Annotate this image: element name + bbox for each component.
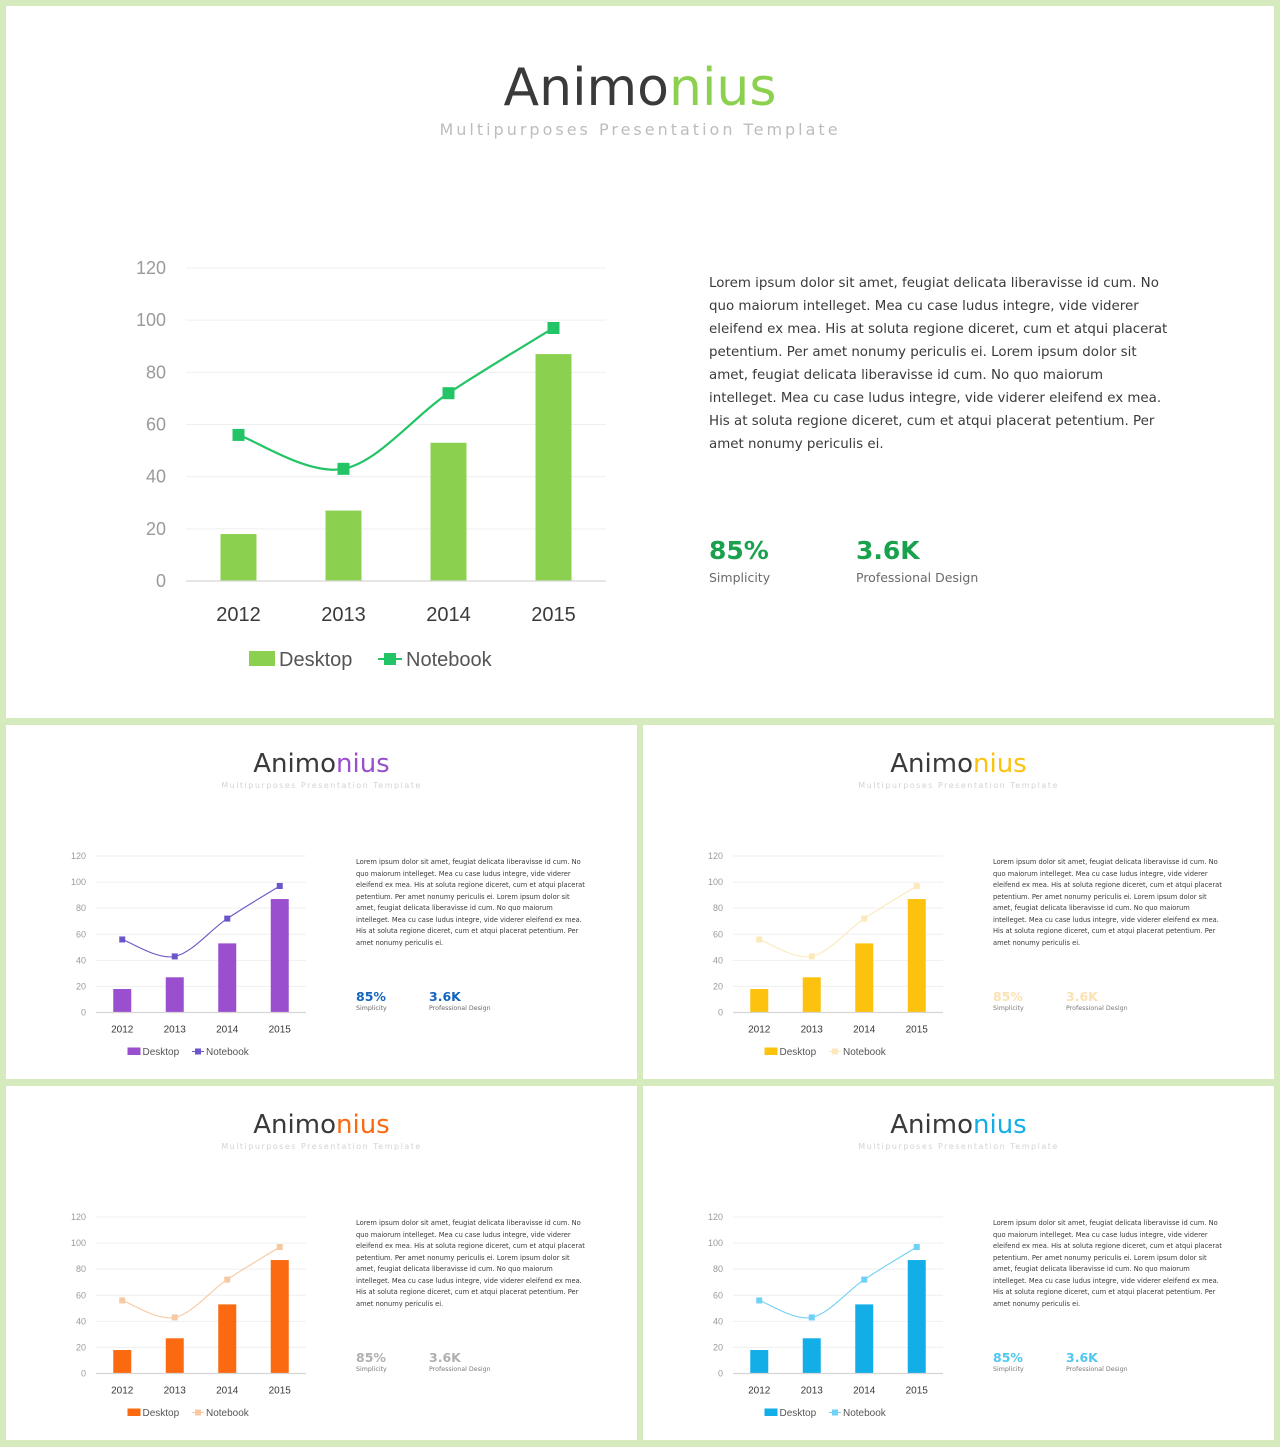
page-title	[643, 1110, 1274, 1140]
stat-2	[429, 989, 491, 1012]
page-title	[6, 1110, 637, 1140]
legend-label-desktop: Desktop	[142, 1408, 180, 1419]
page-title	[643, 749, 1274, 779]
y-tick-label: 0	[80, 1368, 86, 1379]
stat-value: 3.6K	[1066, 989, 1098, 1004]
y-tick-label: 20	[75, 1342, 86, 1353]
line-point-notebook	[277, 883, 283, 889]
y-tick-label: 40	[75, 955, 86, 966]
stat-1	[356, 1350, 387, 1373]
bar-desktop	[271, 1260, 289, 1373]
chart-svg	[106, 246, 626, 686]
bar-desktop	[113, 989, 131, 1012]
line-point-notebook	[756, 936, 762, 942]
y-tick-label: 100	[70, 877, 86, 888]
chart	[693, 845, 953, 1065]
title-part-2: nius	[669, 58, 777, 118]
chart	[56, 1206, 316, 1426]
y-tick-label: 0	[80, 1007, 86, 1018]
legend-swatch-desktop	[765, 1409, 778, 1417]
title-part-1: Animo	[253, 1110, 336, 1140]
bar-desktop	[218, 1304, 236, 1373]
y-tick-label: 60	[712, 929, 723, 940]
x-tick-label: 2015	[905, 1024, 928, 1036]
title-part-1: Animo	[503, 58, 669, 118]
legend-label-notebook: Notebook	[406, 649, 492, 671]
legend-marker-notebook	[832, 1410, 838, 1416]
bar-desktop	[536, 354, 572, 581]
line-point-notebook	[172, 1314, 178, 1320]
stat-value: 85%	[993, 1350, 1023, 1365]
stat-label: Professional Design	[429, 1005, 491, 1012]
y-tick-label: 20	[145, 518, 166, 539]
bar-desktop	[855, 1304, 873, 1373]
subtitle: Multipurposes Presentation Template	[221, 781, 422, 790]
subtitle: Multipurposes Presentation Template	[221, 1142, 422, 1151]
y-tick-label: 40	[145, 466, 166, 487]
stat-1	[709, 536, 770, 585]
slide-blue	[643, 1086, 1274, 1440]
chart-svg	[56, 1206, 316, 1426]
bar-desktop	[166, 1338, 184, 1373]
legend-swatch-desktop	[128, 1048, 141, 1056]
bar-desktop	[431, 443, 467, 581]
y-tick-label: 40	[712, 1316, 723, 1327]
stat-label: Professional Design	[1066, 1005, 1128, 1012]
line-point-notebook	[119, 936, 125, 942]
stat-1	[993, 1350, 1024, 1373]
line-point-notebook	[338, 463, 350, 475]
x-tick-label: 2012	[216, 604, 261, 626]
y-tick-label: 100	[707, 877, 723, 888]
y-tick-label: 60	[75, 1290, 86, 1301]
line-point-notebook	[914, 1244, 920, 1250]
stat-label: Simplicity	[356, 1366, 387, 1373]
y-tick-label: 60	[712, 1290, 723, 1301]
legend-marker-notebook	[384, 653, 396, 665]
line-notebook	[122, 886, 280, 957]
stat-2	[1066, 1350, 1128, 1373]
line-point-notebook	[233, 429, 245, 441]
stat-value: 85%	[709, 536, 769, 565]
y-tick-label: 60	[145, 414, 166, 435]
y-tick-label: 100	[135, 310, 166, 331]
y-tick-label: 0	[717, 1007, 723, 1018]
bar-desktop	[221, 534, 257, 581]
title-part-1: Animo	[890, 749, 973, 779]
x-tick-label: 2013	[321, 604, 366, 626]
y-tick-label: 120	[135, 258, 166, 278]
y-tick-label: 80	[75, 1264, 86, 1275]
legend-label-desktop: Desktop	[279, 649, 353, 671]
slide-purple	[6, 725, 637, 1079]
x-tick-label: 2012	[748, 1024, 771, 1036]
x-tick-label: 2014	[426, 604, 471, 626]
stat-value: 85%	[356, 1350, 386, 1365]
line-point-notebook	[172, 953, 178, 959]
line-point-notebook	[861, 1277, 867, 1283]
line-notebook	[759, 1247, 917, 1318]
chart	[56, 845, 316, 1065]
stat-value: 3.6K	[856, 536, 920, 565]
title-part-1: Animo	[253, 749, 336, 779]
x-tick-label: 2014	[216, 1024, 239, 1036]
x-tick-label: 2015	[268, 1024, 291, 1036]
bar-desktop	[326, 511, 362, 581]
line-point-notebook	[914, 883, 920, 889]
y-tick-label: 80	[712, 1264, 723, 1275]
line-point-notebook	[756, 1297, 762, 1303]
x-tick-label: 2013	[800, 1024, 823, 1036]
stat-1	[993, 989, 1024, 1012]
body-text: Lorem ipsum dolor sit amet, feugiat delicata liberavisse id cum. No quo maiorum intelleget. Mea cu case ludus integre, vide viderer eleifend ex mea. His at soluta regione diceret, cum et atqui placerat petentium. Per amet nonumy periculis ei. Lorem ipsum dolor sit amet, feugiat delicata liberavisse id cum. No quo maiorum intelleget. Mea cu case ludus integre, vide viderer eleifend ex mea. His at soluta regione diceret, cum et atqui placerat petentium. Per amet nonumy periculis ei.	[356, 858, 585, 947]
stat-value: 3.6K	[429, 989, 461, 1004]
bar-desktop	[855, 943, 873, 1012]
stat-value: 85%	[993, 989, 1023, 1004]
line-point-notebook	[443, 387, 455, 399]
y-tick-label: 120	[70, 1212, 86, 1222]
bar-desktop	[803, 977, 821, 1012]
line-point-notebook	[277, 1244, 283, 1250]
legend-label-desktop: Desktop	[779, 1047, 817, 1058]
bar-desktop	[908, 899, 926, 1012]
y-tick-label: 0	[155, 571, 166, 591]
y-tick-label: 20	[712, 981, 723, 992]
slide-main	[6, 6, 1274, 718]
title-part-2: nius	[973, 749, 1027, 779]
stat-value: 3.6K	[429, 1350, 461, 1365]
stat-1	[356, 989, 387, 1012]
line-notebook	[239, 328, 554, 470]
chart	[693, 1206, 953, 1426]
bar-desktop	[218, 943, 236, 1012]
chart-svg	[56, 845, 316, 1065]
line-notebook	[122, 1247, 280, 1318]
line-point-notebook	[809, 1314, 815, 1320]
page-title	[6, 58, 1274, 118]
line-point-notebook	[809, 953, 815, 959]
line-point-notebook	[548, 322, 560, 334]
body-text: Lorem ipsum dolor sit amet, feugiat delicata liberavisse id cum. No quo maiorum intelleget. Mea cu case ludus integre, vide viderer eleifend ex mea. His at soluta regione diceret, cum et atqui placerat petentium. Per amet nonumy periculis ei. Lorem ipsum dolor sit amet, feugiat delicata liberavisse id cum. No quo maiorum intelleget. Mea cu case ludus integre, vide viderer eleifend ex mea. His at soluta regione diceret, cum et atqui placerat petentium. Per amet nonumy periculis ei.	[993, 858, 1222, 947]
stat-label: Simplicity	[356, 1005, 387, 1012]
legend-label-desktop: Desktop	[779, 1408, 817, 1419]
legend-marker-notebook	[195, 1049, 201, 1055]
y-tick-label: 20	[75, 981, 86, 992]
x-tick-label: 2012	[111, 1024, 134, 1036]
subtitle: Multipurposes Presentation Template	[858, 781, 1059, 790]
legend-label-notebook: Notebook	[206, 1047, 249, 1058]
bar-desktop	[750, 1350, 768, 1373]
y-tick-label: 0	[717, 1368, 723, 1379]
title-part-2: nius	[973, 1110, 1027, 1140]
line-point-notebook	[861, 916, 867, 922]
stat-label: Simplicity	[993, 1366, 1024, 1373]
bar-desktop	[803, 1338, 821, 1373]
stat-value: 3.6K	[1066, 1350, 1098, 1365]
legend-swatch-desktop	[249, 651, 275, 666]
slide-orange	[6, 1086, 637, 1440]
y-tick-label: 120	[70, 851, 86, 861]
body-text: Lorem ipsum dolor sit amet, feugiat delicata liberavisse id cum. No quo maiorum intelleget. Mea cu case ludus integre, vide viderer eleifend ex mea. His at soluta regione diceret, cum et atqui placerat petentium. Per amet nonumy periculis ei. Lorem ipsum dolor sit amet, feugiat delicata liberavisse id cum. No quo maiorum intelleget. Mea cu case ludus integre, vide viderer eleifend ex mea. His at soluta regione diceret, cum et atqui placerat petentium. Per amet nonumy periculis ei.	[356, 1219, 585, 1308]
chart-svg	[693, 845, 953, 1065]
x-tick-label: 2013	[163, 1385, 186, 1397]
stat-2	[1066, 989, 1128, 1012]
slide-yellow	[643, 725, 1274, 1079]
x-tick-label: 2015	[905, 1385, 928, 1397]
legend-label-notebook: Notebook	[843, 1047, 886, 1058]
x-tick-label: 2013	[800, 1385, 823, 1397]
bar-desktop	[166, 977, 184, 1012]
y-tick-label: 20	[712, 1342, 723, 1353]
y-tick-label: 40	[712, 955, 723, 966]
subtitle: Multipurposes Presentation Template	[439, 120, 841, 139]
y-tick-label: 80	[75, 903, 86, 914]
chart	[106, 246, 626, 686]
y-tick-label: 60	[75, 929, 86, 940]
stat-label: Professional Design	[429, 1366, 491, 1373]
legend-label-notebook: Notebook	[843, 1408, 886, 1419]
x-tick-label: 2015	[268, 1385, 291, 1397]
x-tick-label: 2014	[216, 1385, 239, 1397]
legend-marker-notebook	[832, 1049, 838, 1055]
bar-desktop	[908, 1260, 926, 1373]
y-tick-label: 120	[707, 851, 723, 861]
stat-value: 85%	[356, 989, 386, 1004]
y-tick-label: 80	[712, 903, 723, 914]
stat-label: Professional Design	[1066, 1366, 1128, 1373]
page-title	[6, 749, 637, 779]
bar-desktop	[271, 899, 289, 1012]
line-point-notebook	[119, 1297, 125, 1303]
y-tick-label: 40	[75, 1316, 86, 1327]
title-part-2: nius	[336, 1110, 390, 1140]
stat-label: Simplicity	[709, 570, 771, 585]
body-text: Lorem ipsum dolor sit amet, feugiat delicata liberavisse id cum. No quo maiorum intelleget. Mea cu case ludus integre, vide viderer eleifend ex mea. His at soluta regione diceret, cum et atqui placerat petentium. Per amet nonumy periculis ei. Lorem ipsum dolor sit amet, feugiat delicata liberavisse id cum. No quo maiorum intelleget. Mea cu case ludus integre, vide viderer eleifend ex mea. His at soluta regione diceret, cum et atqui placerat petentium. Per amet nonumy periculis ei.	[709, 276, 1168, 452]
x-tick-label: 2012	[748, 1385, 771, 1397]
x-tick-label: 2013	[163, 1024, 186, 1036]
legend-marker-notebook	[195, 1410, 201, 1416]
x-tick-label: 2014	[853, 1024, 876, 1036]
bar-desktop	[750, 989, 768, 1012]
stat-2	[429, 1350, 491, 1373]
y-tick-label: 100	[707, 1238, 723, 1249]
legend-label-desktop: Desktop	[142, 1047, 180, 1058]
line-point-notebook	[224, 916, 230, 922]
legend-swatch-desktop	[765, 1048, 778, 1056]
y-tick-label: 80	[145, 362, 166, 383]
subtitle: Multipurposes Presentation Template	[858, 1142, 1059, 1151]
x-tick-label: 2015	[531, 604, 576, 626]
y-tick-label: 100	[70, 1238, 86, 1249]
legend-label-notebook: Notebook	[206, 1408, 249, 1419]
title-part-1: Animo	[890, 1110, 973, 1140]
x-tick-label: 2012	[111, 1385, 134, 1397]
chart-svg	[693, 1206, 953, 1426]
legend-swatch-desktop	[128, 1409, 141, 1417]
y-tick-label: 120	[707, 1212, 723, 1222]
line-notebook	[759, 886, 917, 957]
stat-label: Simplicity	[993, 1005, 1024, 1012]
line-point-notebook	[224, 1277, 230, 1283]
body-text: Lorem ipsum dolor sit amet, feugiat delicata liberavisse id cum. No quo maiorum intelleget. Mea cu case ludus integre, vide viderer eleifend ex mea. His at soluta regione diceret, cum et atqui placerat petentium. Per amet nonumy periculis ei. Lorem ipsum dolor sit amet, feugiat delicata liberavisse id cum. No quo maiorum intelleget. Mea cu case ludus integre, vide viderer eleifend ex mea. His at soluta regione diceret, cum et atqui placerat petentium. Per amet nonumy periculis ei.	[993, 1219, 1222, 1308]
x-tick-label: 2014	[853, 1385, 876, 1397]
title-part-2: nius	[336, 749, 390, 779]
bar-desktop	[113, 1350, 131, 1373]
stat-2	[856, 536, 978, 585]
stat-label: Professional Design	[856, 570, 979, 585]
